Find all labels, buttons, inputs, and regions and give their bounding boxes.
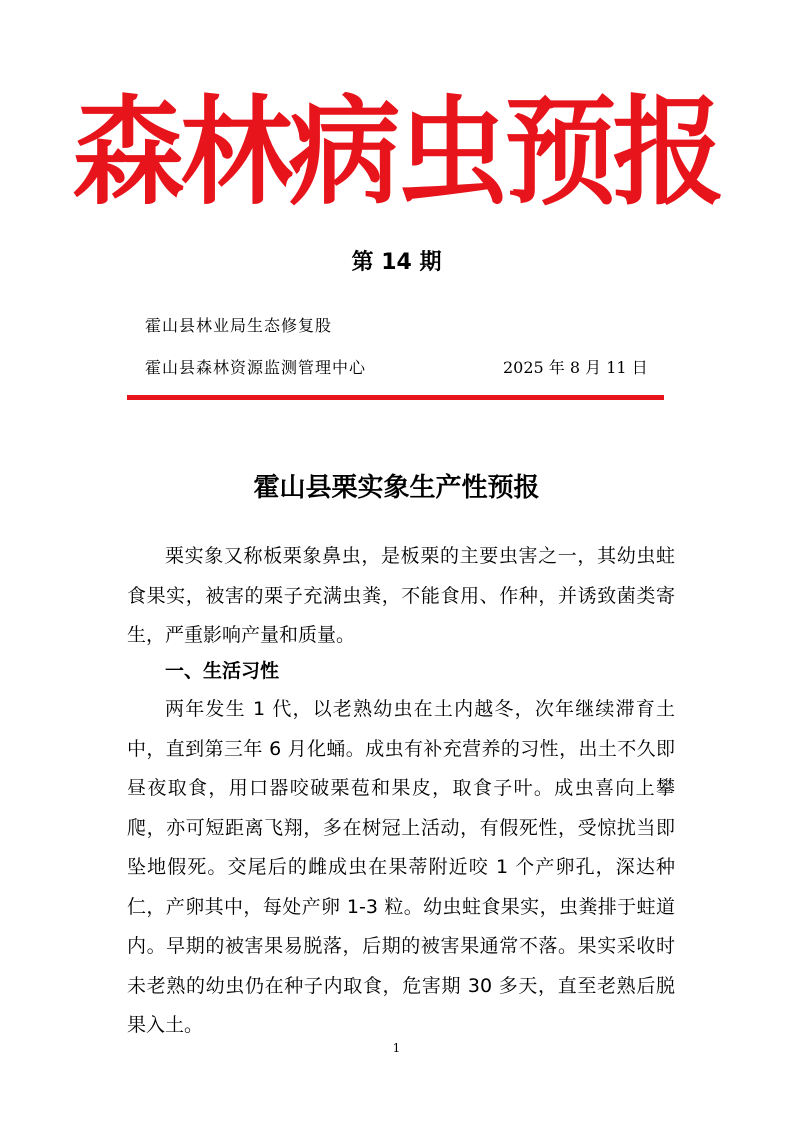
page-number: 1 — [392, 1041, 401, 1055]
publisher-org-2: 霍山县森林资源监测管理中心 — [145, 358, 367, 377]
section-heading-habits: 一、生活习性 — [165, 660, 280, 682]
issue-number: 第 14 期 — [351, 250, 442, 275]
article-title: 霍山县栗实象生产性预报 — [253, 473, 540, 503]
intro-paragraph: 栗实象又称板栗象鼻虫，是板栗的主要虫害之一，其幼虫蛀食果实，被害的栗子充满虫粪，不能食用、作种，并诱致菌类寄生，严重影响产量和质量。 — [127, 545, 675, 646]
habits-paragraph: 两年发生 1 代，以老熟幼虫在土内越冬，次年继续滞育土中，直到第三年 6 月化蛹。成虫有补充营养的习性，出土不久即昼夜取食，用口器咬破栗苞和果皮，取食子叶。成虫喜向上攀爬，亦可短距离飞翔，多在树冠上活动，有假死性，受惊扰当即坠地假死。交尾后的雌成虫在果蒂附近咬 1 个产卵孔，深达种仁，产卵其中，每处产卵 1-3 粒。幼虫蛀食果实，虫粪排于蛀道内。早期的被害果易脱落，后期的被害果通常不落。果实采收时未老熟的幼虫仍在种子内取食，危害期 30 多天，直至老熟后脱果入土。 — [127, 698, 675, 1036]
publisher-org-1: 霍山县林业局生态修复股 — [145, 316, 333, 335]
masthead-title: 森林病虫预报 — [72, 84, 721, 222]
publish-date: 2025 年 8 月 11 日 — [503, 358, 648, 377]
red-divider — [127, 395, 664, 400]
